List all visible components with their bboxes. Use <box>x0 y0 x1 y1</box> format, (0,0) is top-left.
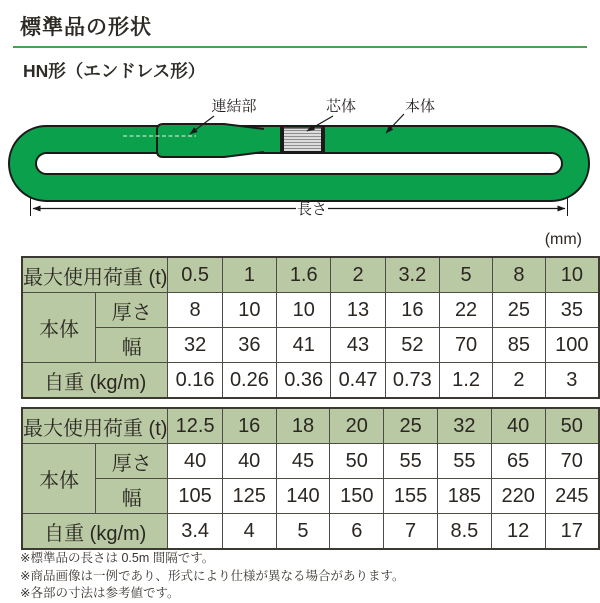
thickness-value: 8 <box>168 293 222 328</box>
load-value: 1.6 <box>277 257 331 293</box>
thickness-header: 厚さ <box>96 444 168 479</box>
width-value: 85 <box>493 328 546 363</box>
footnote-line: ※各部の寸法は参考値です。 <box>20 586 180 600</box>
sling-diagram <box>0 90 600 225</box>
table-row <box>22 514 599 550</box>
weight-value: 4 <box>222 514 276 550</box>
weight-value: 8.5 <box>437 514 491 550</box>
table-row <box>22 363 599 399</box>
width-value: 32 <box>168 328 222 363</box>
load-value: 32 <box>437 408 491 444</box>
load-value: 10 <box>545 257 599 293</box>
width-value: 155 <box>384 479 438 514</box>
width-value: 100 <box>545 328 599 363</box>
load-value: 50 <box>545 408 599 444</box>
load-value: 1 <box>222 257 276 293</box>
thickness-value: 22 <box>440 293 493 328</box>
width-value: 52 <box>385 328 439 363</box>
weight-value: 6 <box>330 514 384 550</box>
weight-value: 0.16 <box>168 363 222 399</box>
load-value: 5 <box>440 257 493 293</box>
width-value: 140 <box>276 479 330 514</box>
thickness-value: 16 <box>385 293 439 328</box>
thickness-value: 40 <box>168 444 222 479</box>
width-header: 幅 <box>96 328 168 363</box>
thickness-value: 70 <box>545 444 599 479</box>
weight-value: 0.73 <box>385 363 439 399</box>
page-title: 標準品の形状 <box>20 16 152 39</box>
thickness-value: 45 <box>276 444 330 479</box>
unit-label: (mm) <box>544 231 582 248</box>
footnote-line: ※商品画像は一例であり、形式により仕様が異なる場合があります。 <box>20 568 405 583</box>
load-value: 0.5 <box>168 257 222 293</box>
width-value: 36 <box>222 328 276 363</box>
width-value: 41 <box>277 328 331 363</box>
weight-value: 1.2 <box>440 363 493 399</box>
weight-value: 3.4 <box>168 514 222 550</box>
width-value: 125 <box>222 479 276 514</box>
load-value: 40 <box>491 408 545 444</box>
weight-value: 0.26 <box>222 363 276 399</box>
load-value: 16 <box>222 408 276 444</box>
body-header: 本体 <box>22 444 96 514</box>
load-value: 3.2 <box>385 257 439 293</box>
body-header: 本体 <box>22 293 96 363</box>
weight-value: 7 <box>384 514 438 550</box>
thickness-value: 25 <box>493 293 546 328</box>
footnote-line: ※標準品の長さは 0.5m 間隔です。 <box>20 551 215 565</box>
width-value: 150 <box>330 479 384 514</box>
weight-value: 0.36 <box>277 363 331 399</box>
width-value: 185 <box>437 479 491 514</box>
length-label: 長さ <box>296 201 328 218</box>
thickness-value: 65 <box>491 444 545 479</box>
title-rule <box>13 46 587 48</box>
body-label: 本体 <box>404 98 436 115</box>
footnotes <box>20 550 404 603</box>
thickness-value: 10 <box>277 293 331 328</box>
table-row <box>22 408 599 444</box>
table-row <box>22 257 599 293</box>
weight-value: 5 <box>276 514 330 550</box>
width-value: 70 <box>440 328 493 363</box>
load-value: 25 <box>384 408 438 444</box>
load-value: 18 <box>276 408 330 444</box>
weight-value: 2 <box>493 363 546 399</box>
table-row <box>22 328 599 363</box>
width-value: 245 <box>545 479 599 514</box>
table-row <box>22 293 599 328</box>
thickness-value: 55 <box>437 444 491 479</box>
width-value: 105 <box>168 479 222 514</box>
weight-value: 0.47 <box>331 363 385 399</box>
table-row <box>22 444 599 479</box>
max-load-header: 最大使用荷重 (t) <box>22 257 168 293</box>
weight-value: 3 <box>545 363 599 399</box>
weight-header: 自重 (kg/m) <box>22 514 168 550</box>
load-value: 8 <box>493 257 546 293</box>
weight-header: 自重 (kg/m) <box>22 363 168 399</box>
width-value: 43 <box>331 328 385 363</box>
load-value: 20 <box>330 408 384 444</box>
spec-table-large <box>21 407 600 550</box>
weight-value: 12 <box>491 514 545 550</box>
thickness-value: 10 <box>222 293 276 328</box>
thickness-header: 厚さ <box>96 293 168 328</box>
thickness-value: 35 <box>545 293 599 328</box>
thickness-value: 55 <box>384 444 438 479</box>
load-value: 2 <box>331 257 385 293</box>
thickness-value: 50 <box>330 444 384 479</box>
max-load-header: 最大使用荷重 (t) <box>22 408 168 444</box>
connector-label: 連結部 <box>211 98 257 115</box>
core-part <box>280 127 325 153</box>
thickness-value: 40 <box>222 444 276 479</box>
width-value: 220 <box>491 479 545 514</box>
section-subtitle: HN形（エンドレス形） <box>23 61 206 81</box>
load-value: 12.5 <box>168 408 222 444</box>
core-label: 芯体 <box>325 98 357 115</box>
thickness-value: 13 <box>331 293 385 328</box>
width-header: 幅 <box>96 479 168 514</box>
weight-value: 17 <box>545 514 599 550</box>
table-row <box>22 479 599 514</box>
spec-table-small <box>21 256 600 399</box>
